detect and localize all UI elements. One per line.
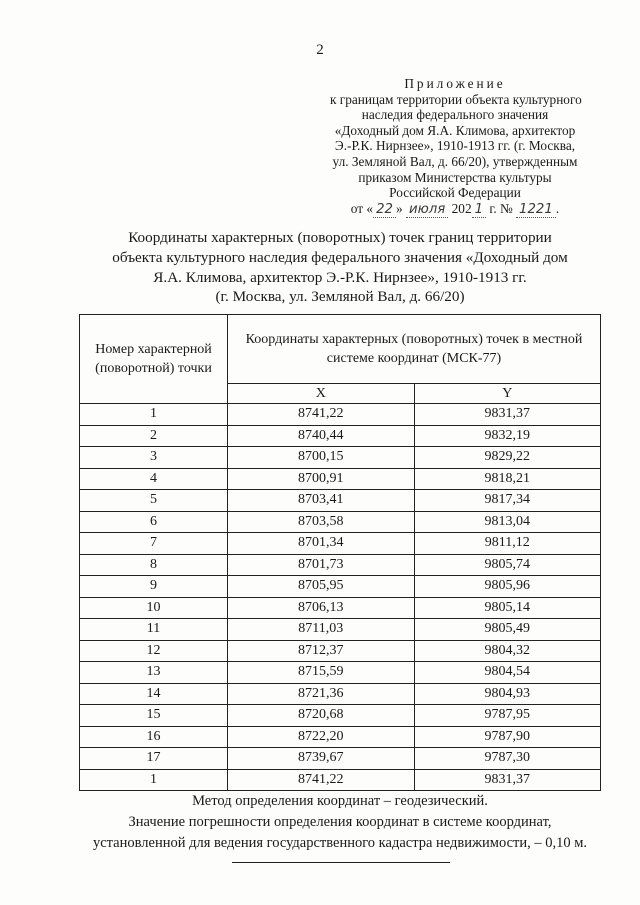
- title-line: Координаты характерных (поворотных) точек границ территории: [128, 229, 552, 246]
- point-number-cell: 3: [80, 447, 228, 469]
- x-coordinate-cell: 8715,59: [228, 662, 415, 684]
- x-coordinate-cell: 8703,58: [228, 511, 415, 533]
- table-row: [80, 447, 601, 469]
- y-coordinate-cell: 9832,19: [414, 425, 601, 447]
- point-number-cell: 7: [80, 533, 228, 555]
- x-coordinate-cell: 8706,13: [228, 597, 415, 619]
- date-month-handwritten: июля: [406, 202, 448, 218]
- point-number-cell: 11: [80, 619, 228, 641]
- point-number-cell: 16: [80, 726, 228, 748]
- method-note: Метод определения координат – геодезический.: [192, 793, 488, 809]
- point-number-cell: 5: [80, 490, 228, 512]
- y-coordinate-cell: 9805,74: [414, 554, 601, 576]
- point-number-cell: 10: [80, 597, 228, 619]
- appendix-line: Э.-Р.К. Нирнзее», 1910-1913 гг. (г. Москва,: [334, 138, 576, 154]
- y-header: Y: [414, 384, 601, 404]
- table-row: [80, 468, 601, 490]
- point-number-cell: 4: [80, 468, 228, 490]
- y-coordinate-cell: 9805,96: [414, 576, 601, 598]
- table-row: [80, 683, 601, 705]
- y-coordinate-cell: 9805,49: [414, 619, 601, 641]
- closing-rule: [232, 862, 450, 863]
- x-coordinate-cell: 8712,37: [228, 640, 415, 662]
- x-coordinate-cell: 8700,15: [228, 447, 415, 469]
- x-coordinate-cell: 8711,03: [228, 619, 415, 641]
- y-coordinate-cell: 9805,14: [414, 597, 601, 619]
- x-coordinate-cell: 8721,36: [228, 683, 415, 705]
- y-coordinate-cell: 9817,34: [414, 490, 601, 512]
- table-row: [80, 576, 601, 598]
- accuracy-note: Значение погрешности определения координат в системе координат,: [128, 814, 552, 830]
- date-prefix: от «: [350, 200, 374, 216]
- point-number-cell: 12: [80, 640, 228, 662]
- x-header: X: [228, 384, 415, 404]
- title-line: Я.А. Климова, архитектор Э.-Р.К. Нирнзее», 1910-1913 гг.: [153, 268, 527, 286]
- point-number-cell: 13: [80, 662, 228, 684]
- footer-notes: [60, 791, 620, 854]
- coordinates-table-body: [80, 404, 601, 791]
- y-coordinate-cell: 9813,04: [414, 511, 601, 533]
- x-coordinate-cell: 8720,68: [228, 705, 415, 727]
- page-number: 2: [316, 42, 324, 58]
- point-number-cell: 8: [80, 554, 228, 576]
- point-number-cell: 17: [80, 748, 228, 770]
- title-line: объекта культурного наследия федерального значения «Доходный дом: [112, 248, 568, 266]
- order-number-handwritten: 1221: [516, 202, 556, 218]
- point-number-cell: 9: [80, 576, 228, 598]
- table-row: [80, 705, 601, 727]
- point-number-cell: 6: [80, 511, 228, 533]
- appendix-line: Российской Федерации: [389, 185, 521, 201]
- appendix-line: наследия федерального значения: [361, 107, 549, 123]
- appendix-date-line: [330, 201, 580, 218]
- x-coordinate-cell: 8701,73: [228, 554, 415, 576]
- table-row: [80, 425, 601, 447]
- appendix-line: приказом Министерства культуры: [358, 169, 552, 185]
- point-number-cell: 15: [80, 705, 228, 727]
- point-number-cell: 1: [80, 404, 228, 426]
- date-end: .: [555, 200, 560, 216]
- table-row: [80, 662, 601, 684]
- y-coordinate-cell: 9804,93: [414, 683, 601, 705]
- date-day-handwritten: 22: [373, 202, 396, 218]
- point-number-cell: 1: [80, 769, 228, 791]
- x-coordinate-cell: 8741,22: [228, 404, 415, 426]
- y-coordinate-cell: 9831,37: [414, 769, 601, 791]
- point-number-cell: 2: [80, 425, 228, 447]
- date-year-prefix: 202: [451, 200, 472, 216]
- x-coordinate-cell: 8703,41: [228, 490, 415, 512]
- y-coordinate-cell: 9804,32: [414, 640, 601, 662]
- y-coordinate-cell: 9804,54: [414, 662, 601, 684]
- appendix-line: ул. Земляной Вал, д. 66/20), утвержденным: [332, 153, 578, 169]
- table-row: [80, 640, 601, 662]
- table-row: [80, 533, 601, 555]
- x-coordinate-cell: 8739,67: [228, 748, 415, 770]
- table-row: [80, 619, 601, 641]
- x-coordinate-cell: 8705,95: [228, 576, 415, 598]
- point-number-header: Номер характерной (поворотной) точки: [80, 315, 228, 404]
- appendix-line: к границам территории объекта культурного: [330, 91, 582, 107]
- table-row: [80, 511, 601, 533]
- accuracy-note: установленной для ведения государственного кадастра недвижимости, – 0,10 м.: [92, 835, 588, 851]
- y-coordinate-cell: 9831,37: [414, 404, 601, 426]
- table-row: [80, 726, 601, 748]
- coordinates-header: Координаты характерных (поворотных) точек в местной системе координат (МСК-77): [228, 315, 601, 384]
- date-number-label: г. №: [489, 200, 513, 216]
- y-coordinate-cell: 9787,90: [414, 726, 601, 748]
- table-row: [80, 597, 601, 619]
- y-coordinate-cell: 9811,12: [414, 533, 601, 555]
- table-row: [80, 769, 601, 791]
- y-coordinate-cell: 9818,21: [414, 468, 601, 490]
- y-coordinate-cell: 9787,30: [414, 748, 601, 770]
- table-row: [80, 404, 601, 426]
- document-title: [60, 228, 620, 307]
- x-coordinate-cell: 8740,44: [228, 425, 415, 447]
- y-coordinate-cell: 9787,95: [414, 705, 601, 727]
- y-coordinate-cell: 9829,22: [414, 447, 601, 469]
- title-line: (г. Москва, ул. Земляной Вал, д. 66/20): [215, 288, 465, 306]
- x-coordinate-cell: 8741,22: [228, 769, 415, 791]
- x-coordinate-cell: 8700,91: [228, 468, 415, 490]
- x-coordinate-cell: 8722,20: [228, 726, 415, 748]
- table-row: [80, 748, 601, 770]
- appendix-line: «Доходный дом Я.А. Климова, архитектор: [334, 122, 576, 138]
- date-mid: »: [395, 200, 403, 216]
- date-year-handwritten: 1: [472, 202, 486, 218]
- coordinates-table: [79, 314, 601, 791]
- appendix-block: [330, 76, 580, 217]
- x-coordinate-cell: 8701,34: [228, 533, 415, 555]
- table-row: [80, 554, 601, 576]
- appendix-heading: Приложение: [404, 76, 506, 91]
- point-number-cell: 14: [80, 683, 228, 705]
- table-row: [80, 490, 601, 512]
